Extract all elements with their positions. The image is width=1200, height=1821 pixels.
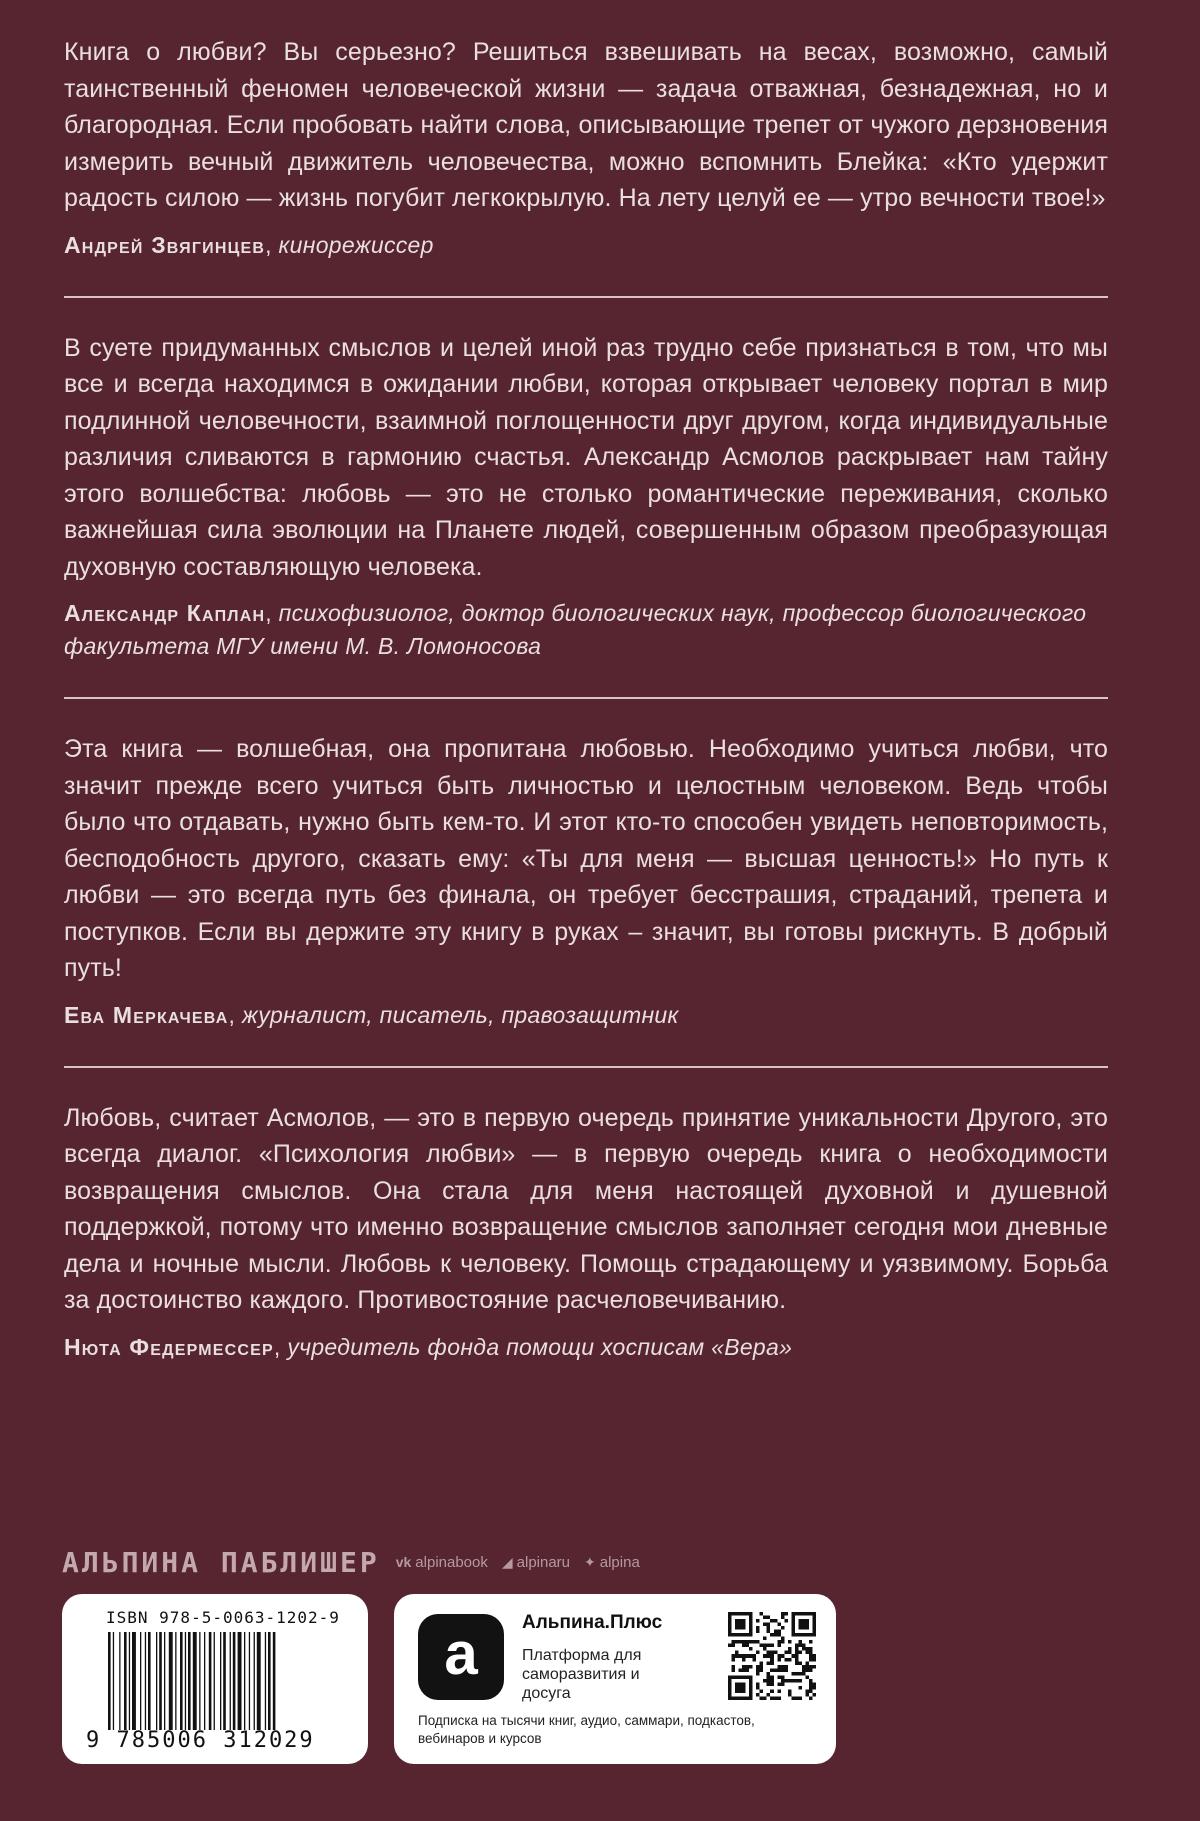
- plus-title: Альпина.Плюс: [522, 1612, 663, 1633]
- social-links: [396, 1554, 654, 1571]
- divider: [64, 697, 1108, 699]
- social-handle: alpina: [599, 1553, 640, 1571]
- author-name: Нюта Федермессер: [64, 1333, 274, 1360]
- isbn-barcode-box: [62, 1594, 368, 1764]
- author-role: психофизиолог, доктор биологических наук, профессор биологического факультета МГУ имени М. В. Ломоносова: [64, 600, 1087, 659]
- publisher-row: [62, 1542, 654, 1582]
- social-link-vk[interactable]: [396, 1554, 488, 1571]
- qr-code-image[interactable]: [728, 1612, 816, 1700]
- author-role: кинорежиссер: [278, 231, 434, 258]
- telegram-icon: ◢: [501, 1553, 513, 1570]
- author-name: Ева Меркачева: [64, 1001, 229, 1028]
- quote-block: [64, 34, 1108, 262]
- social-link-telegram[interactable]: [502, 1554, 570, 1571]
- ean-digits: 9 785006 312029: [86, 1728, 315, 1753]
- vk-icon: vk: [395, 1554, 412, 1570]
- dzen-icon: ✦: [584, 1553, 596, 1570]
- isbn-label: ISBN 978-5-0063-1202-9: [106, 1608, 340, 1627]
- author-role: учредитель фонда помощи хосписам «Вера»: [287, 1333, 793, 1360]
- quote-block: [64, 731, 1108, 1032]
- alpina-plus-box: [394, 1594, 836, 1764]
- quote-text: Эта книга — волшебная, она пропитана любовью. Необходимо учиться любви, что значит прежде всего учиться быть личностью и целостным человеком. Ведь чтобы было что отдавать, нужно быть кем-то. И этот кто-то способен увидеть неповторимость, бесподобность другого, сказать ему: «Ты для меня — высшая ценность!» Но путь к любви — это всегда путь без финала, он требует бесстрашия, страданий, трепета и поступков. Если вы держите эту книгу в руках – значит, вы готовы рискнуть. В добрый путь!: [64, 735, 1108, 982]
- quote-attribution: Андрей Звягинцев, кинорежиссер: [64, 231, 434, 258]
- social-link-dzen[interactable]: [584, 1554, 640, 1571]
- author-name: Александр Каплан: [64, 600, 266, 626]
- quote-block: [64, 1100, 1108, 1364]
- quote-attribution: Нюта Федермессер, учредитель фонда помощи хосписам «Вера»: [64, 1333, 793, 1360]
- quotes-section: [64, 34, 1108, 1364]
- author-name: Андрей Звягинцев: [64, 231, 266, 258]
- divider: [64, 296, 1108, 298]
- quote-block: [64, 330, 1108, 664]
- barcode-image: [106, 1632, 344, 1730]
- quote-text: В суете придуманных смыслов и целей иной раз трудно себе признаться в том, что мы все и всегда находимся в ожидании любви, которая открывает человеку портал в мир подлинной человечности, взаимной поглощенности друг другом, когда индивидуальные различия сливаются в гармонию счастья. Александр Асмолов раскрывает нам тайну этого волшебства: любовь — это не столько романтические переживания, сколько важнейшая сила эволюции на Планете людей, совершенным образом преобразующая духовную составляющую человека.: [64, 333, 1108, 581]
- social-handle: alpinaru: [516, 1553, 571, 1571]
- plus-subtitle: Платформа для саморазвития и досуга: [522, 1647, 642, 1702]
- quote-attribution: Александр Каплан, психофизиолог, доктор биологических наук, профессор биологического факультета МГУ имени М. В. Ломоносова: [64, 600, 1087, 659]
- quote-attribution: Ева Меркачева, журналист, писатель, правозащитник: [64, 1001, 679, 1028]
- quote-text: Книга о любви? Вы серьезно? Решиться взвешивать на весах, возможно, самый таинственный феномен человеческой жизни — задача отважная, безнадежная, но и благородная. Если пробовать найти слова, описывающие трепет от чужого дерзновения измерить вечный движитель человечества, можно вспомнить Блейка: «Кто удержит радость силою — жизнь погубит легкокрылую. На лету целуй ее — утро вечности твое!»: [64, 38, 1108, 212]
- publisher-logo: АЛЬПИНА ПАБЛИШЕР: [62, 1545, 380, 1579]
- alpina-app-icon: [418, 1614, 504, 1700]
- quote-text: Любовь, считает Асмолов, — это в первую очередь принятие уникальности Другого, это всегда диалог. «Психология любви» — в первую очередь книга о необходимости возвращения смыслов. Она стала для меня настоящей духовной и душевной поддержкой, потому что именно возвращение смыслов заполняет сегодня мои дневные дела и ночные мысли. Любовь к человеку. Помощь страдающему и уязвимому. Борьба за достоинство каждого. Противостояние расчеловечиванию.: [64, 1103, 1108, 1314]
- divider: [64, 1066, 1108, 1068]
- app-icon-letter: a: [444, 1620, 478, 1687]
- plus-description: Подписка на тысячи книг, аудио, саммари, подкастов, вебинаров и курсов: [418, 1713, 755, 1746]
- author-role: журналист, писатель, правозащитник: [241, 1001, 679, 1028]
- social-handle: alpinabook: [415, 1553, 488, 1571]
